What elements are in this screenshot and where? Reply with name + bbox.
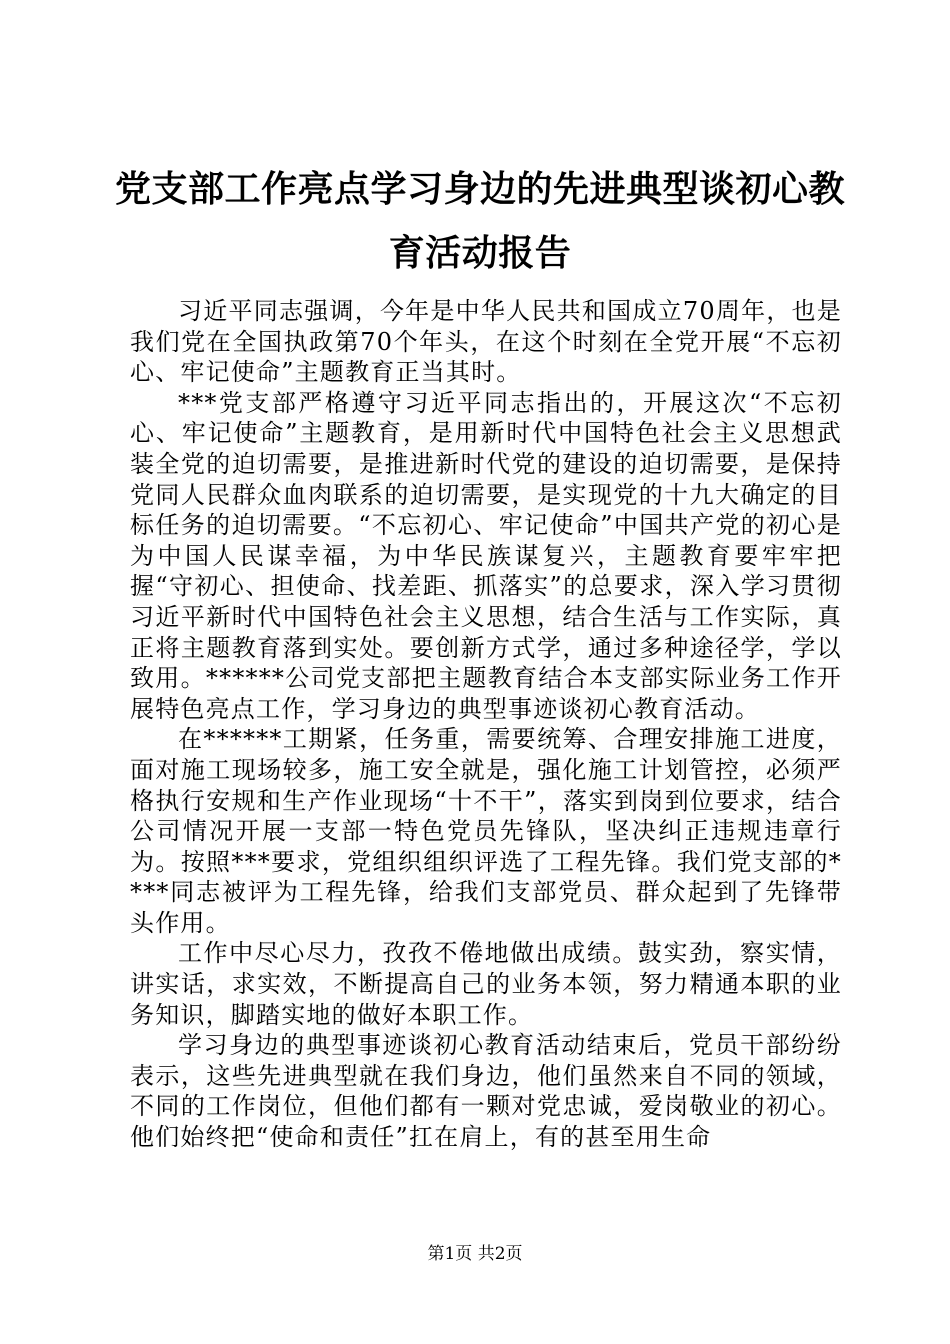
paragraph: 习近平同志强调，今年是中华人民共和国成立70周年，也是我们党在全国执政第70个年头，在这个时刻在全党开展“不忘初心、牢记使命”主题教育正当其时。 [130, 297, 842, 387]
document-body [130, 296, 842, 1153]
page-footer: 第1页 共2页 [427, 1244, 523, 1264]
paragraph: ***党支部严格遵守习近平同志指出的，开展这次“不忘初心、牢记使命”主题教育，是用新时代中国特色社会主义思想武装全党的迫切需要，是推进新时代党的建设的迫切需要，是保持党同人民群众血肉联系的迫切需要，是实现党的十九大确定的目标任务的迫切需要。“不忘初心、牢记使命”中国共产党的初心是为中国人民谋幸福，为中华民族谋复兴，主题教育要牢牢把握“守初心、担使命、找差距、抓落实”的总要求，深入学习贯彻习近平新时代中国特色社会主义思想，结合生活与工作实际，真正将主题教育落到实处。要创新方式学，通过多种途径学，学以致用。******公司党支部把主题教育结合本支部实际业务工作开展特色亮点工作，学习身边的典型事迹谈初心教育活动。 [130, 388, 842, 723]
paragraph: 学习身边的典型事迹谈初心教育活动结束后，党员干部纷纷表示，这些先进典型就在我们身边，他们虽然来自不同的领域，不同的工作岗位，但他们都有一颗对党忠诚，爱岗敬业的初心。他们始终把“使命和责任”扛在肩上，有的甚至用生命 [130, 1031, 842, 1152]
paragraph: 在******工期紧，任务重，需要统筹、合理安排施工进度，面对施工现场较多，施工安全就是，强化施工计划管控，必须严格执行安规和生产作业现场“十不干”，落实到岗到位要求，结合公司情况开展一支部一特色党员先锋队，坚决纠正违规违章行为。按照***要求，党组织组织评选了工程先锋。我们党支部的****同志被评为工程先锋，给我们支部党员、群众起到了先锋带头作用。 [130, 725, 842, 937]
paragraph: 工作中尽心尽力，孜孜不倦地做出成绩。鼓实劲，察实情，讲实话，求实效，不断提高自己的业务本领，努力精通本职的业务知识，脚踏实地的做好本职工作。 [130, 939, 842, 1029]
document-title: 党支部工作亮点学习身边的先进典型谈初心教育活动报告 [114, 169, 845, 274]
